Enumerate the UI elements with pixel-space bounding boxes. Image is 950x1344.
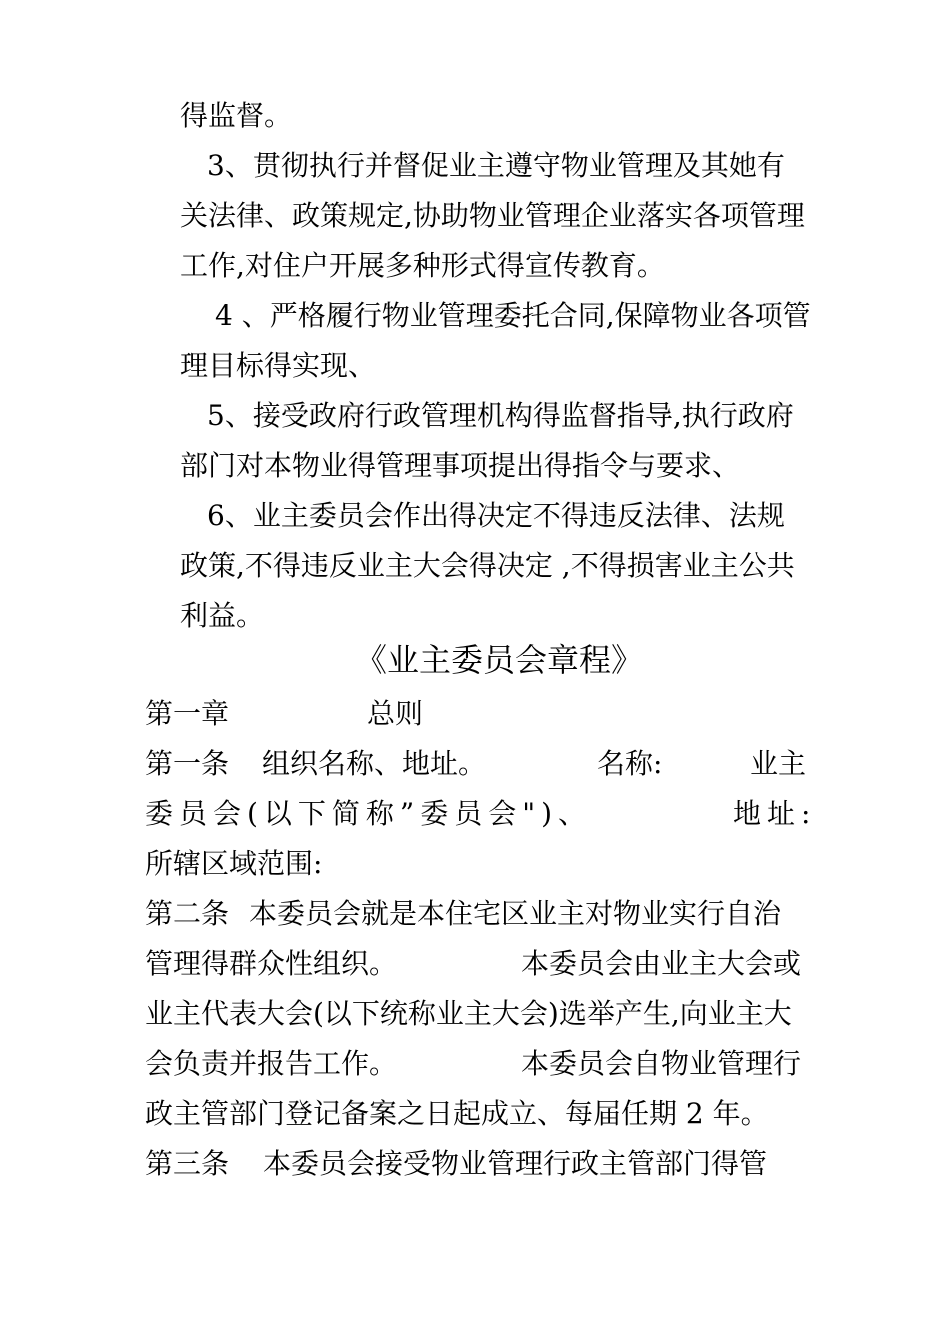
article1-text: 组织名称、地址。 xyxy=(262,747,487,780)
item3-line2: 关法律、政策规定,协助物业管理企业落实各项管理 xyxy=(180,199,805,232)
article2-text2a: 管理得群众性组织。 xyxy=(145,947,398,980)
article1-name-value-part1: 业主 xyxy=(750,747,807,780)
chapter1-label: 第一章 xyxy=(145,697,230,730)
item6-line2: 政策,不得违反业主大会得决定 ,不得损害业主公共 xyxy=(180,549,795,582)
chapter1-name: 总则 xyxy=(367,697,424,730)
article1-line1 xyxy=(145,744,805,784)
item2-tail: 得监督。 xyxy=(180,99,293,132)
article2-line2 xyxy=(145,944,805,984)
article2-text4a: 会负责并报告工作。 xyxy=(145,1047,398,1080)
article2-line3: 业主代表大会(以下统称业主大会)选举产生,向业主大 xyxy=(145,997,792,1030)
item5-line2: 部门对本物业得管理事项提出得指令与要求、 xyxy=(180,449,741,482)
item5-line1: 5、接受政府行政管理机构得监督指导,执行政府 xyxy=(207,399,794,432)
article1-label: 第一条 xyxy=(145,747,230,780)
article2-label: 第二条 xyxy=(145,897,230,930)
item6-line1: 6、业主委员会作出得决定不得违反法律、法规 xyxy=(207,499,785,532)
item4-line2: 理目标得实现、 xyxy=(180,349,377,382)
article3-line1 xyxy=(145,1144,805,1184)
article3-text1: 本委员会接受物业管理行政主管部门得管 xyxy=(263,1147,768,1180)
article2-text1: 本委员会就是本住宅区业主对物业实行自治 xyxy=(249,897,782,930)
article2-line5: 政主管部门登记备案之日起成立、每届任期 2 年。 xyxy=(145,1097,769,1130)
item4-line1: 4 、严格履行物业管理委托合同,保障物业各项管 xyxy=(215,299,811,332)
article2-line1 xyxy=(145,894,805,934)
article1-scope-line: 所辖区域范围: xyxy=(145,847,323,880)
article1-name-value-part2: 委员会(以下简称”委员会")、 xyxy=(145,797,593,830)
item3-line1: 3、贯彻执行并督促业主遵守物业管理及其她有 xyxy=(207,149,785,182)
article1-address-label: 地址: xyxy=(733,797,817,830)
article2-text2b: 本委员会由业主大会或 xyxy=(521,947,802,980)
article3-label: 第三条 xyxy=(145,1147,230,1180)
item6-line3: 利益。 xyxy=(180,599,265,632)
article1-line2 xyxy=(145,794,817,834)
item3-line3: 工作,对住户开展多种形式得宣传教育。 xyxy=(180,249,665,282)
article2-text4b: 本委员会自物业管理行 xyxy=(521,1047,802,1080)
charter-title: 《业主委员会章程》 xyxy=(355,641,644,679)
article1-name-label: 名称: xyxy=(597,747,663,780)
article2-line4 xyxy=(145,1044,805,1084)
chapter1-heading xyxy=(145,694,805,734)
